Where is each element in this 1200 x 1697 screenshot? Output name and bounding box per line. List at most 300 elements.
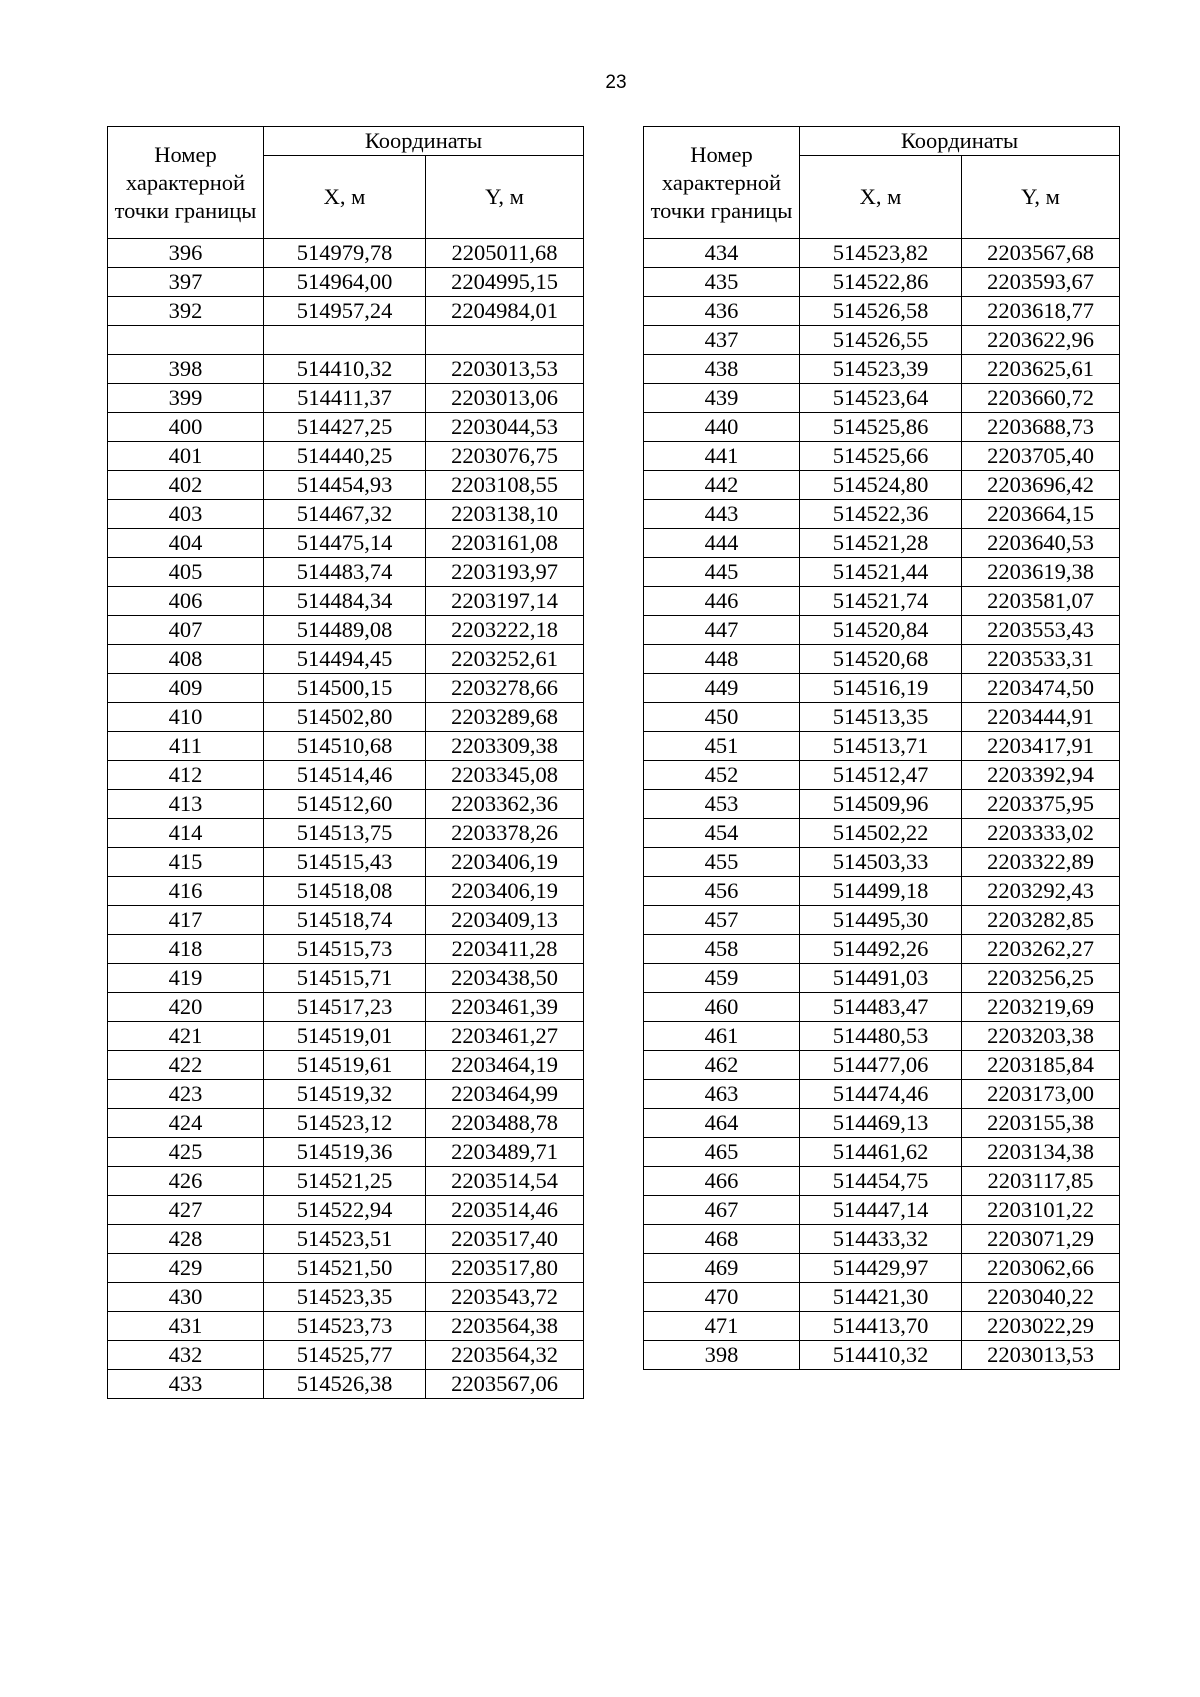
- x-coordinate-cell: 514510,68: [264, 732, 426, 761]
- x-coordinate-cell: 514474,46: [800, 1080, 962, 1109]
- x-coordinate-cell: 514484,34: [264, 587, 426, 616]
- header-point-number: Номер характерной точки границы: [644, 127, 800, 239]
- x-coordinate-cell: 514521,28: [800, 529, 962, 558]
- point-number-cell: 446: [644, 587, 800, 616]
- header-coordinates: Координаты: [800, 127, 1120, 156]
- point-number-cell: 437: [644, 326, 800, 355]
- x-coordinate-cell: 514525,77: [264, 1341, 426, 1370]
- y-coordinate-cell: 2203660,72: [962, 384, 1120, 413]
- x-coordinate-cell: 514526,38: [264, 1370, 426, 1399]
- point-number-cell: 430: [108, 1283, 264, 1312]
- table-row: [644, 964, 1120, 993]
- point-number-cell: 412: [108, 761, 264, 790]
- y-coordinate-cell: 2203581,07: [962, 587, 1120, 616]
- table-row: [108, 1051, 584, 1080]
- x-coordinate-cell: 514454,75: [800, 1167, 962, 1196]
- x-coordinate-cell: 514521,44: [800, 558, 962, 587]
- y-coordinate-cell: 2203013,06: [426, 384, 584, 413]
- y-coordinate-cell: 2203514,54: [426, 1167, 584, 1196]
- point-number-cell: 442: [644, 471, 800, 500]
- y-coordinate-cell: 2203362,36: [426, 790, 584, 819]
- x-coordinate-cell: 514502,22: [800, 819, 962, 848]
- y-coordinate-cell: 2203464,19: [426, 1051, 584, 1080]
- point-number-cell: 453: [644, 790, 800, 819]
- x-coordinate-cell: 514454,93: [264, 471, 426, 500]
- y-coordinate-cell: 2203461,39: [426, 993, 584, 1022]
- table-row: [644, 587, 1120, 616]
- point-number-cell: 469: [644, 1254, 800, 1283]
- y-coordinate-cell: 2203322,89: [962, 848, 1120, 877]
- y-coordinate-cell: 2203688,73: [962, 413, 1120, 442]
- table-row: [644, 326, 1120, 355]
- point-number-cell: 436: [644, 297, 800, 326]
- point-number-cell: 440: [644, 413, 800, 442]
- y-coordinate-cell: 2204984,01: [426, 297, 584, 326]
- y-coordinate-cell: 2203696,42: [962, 471, 1120, 500]
- x-coordinate-cell: 514964,00: [264, 268, 426, 297]
- x-coordinate-cell: 514499,18: [800, 877, 962, 906]
- table-row: [108, 1312, 584, 1341]
- x-coordinate-cell: 514500,15: [264, 674, 426, 703]
- header-y: Y, м: [962, 156, 1120, 239]
- table-row: [108, 297, 584, 326]
- x-coordinate-cell: 514475,14: [264, 529, 426, 558]
- table-row: [108, 790, 584, 819]
- y-coordinate-cell: 2203292,43: [962, 877, 1120, 906]
- table-row: [644, 1080, 1120, 1109]
- x-coordinate-cell: 514513,35: [800, 703, 962, 732]
- table-body-right: [644, 239, 1120, 1370]
- x-coordinate-cell: 514515,43: [264, 848, 426, 877]
- point-number-cell: 410: [108, 703, 264, 732]
- y-coordinate-cell: 2203622,96: [962, 326, 1120, 355]
- table-row: [108, 906, 584, 935]
- y-coordinate-cell: 2203567,68: [962, 239, 1120, 268]
- point-number-cell: 406: [108, 587, 264, 616]
- point-number-cell: 397: [108, 268, 264, 297]
- y-coordinate-cell: 2203564,38: [426, 1312, 584, 1341]
- point-number-cell: 449: [644, 674, 800, 703]
- y-coordinate-cell: 2203488,78: [426, 1109, 584, 1138]
- table-row: [108, 674, 584, 703]
- table-row: [108, 1370, 584, 1399]
- point-number-cell: 467: [644, 1196, 800, 1225]
- table-row: [644, 645, 1120, 674]
- x-coordinate-cell: 514489,08: [264, 616, 426, 645]
- y-coordinate-cell: 2203203,38: [962, 1022, 1120, 1051]
- x-coordinate-cell: 514524,80: [800, 471, 962, 500]
- table-row: [644, 848, 1120, 877]
- x-coordinate-cell: 514523,64: [800, 384, 962, 413]
- point-number-cell: 405: [108, 558, 264, 587]
- table-row: [644, 993, 1120, 1022]
- x-coordinate-cell: 514514,46: [264, 761, 426, 790]
- table-row: [644, 1051, 1120, 1080]
- table-row: [108, 587, 584, 616]
- x-coordinate-cell: 514440,25: [264, 442, 426, 471]
- x-coordinate-cell: 514516,19: [800, 674, 962, 703]
- point-number-cell: 419: [108, 964, 264, 993]
- point-number-cell: 438: [644, 355, 800, 384]
- x-coordinate-cell: 514518,08: [264, 877, 426, 906]
- y-coordinate-cell: 2203117,85: [962, 1167, 1120, 1196]
- table-row: [644, 616, 1120, 645]
- point-number-cell: 460: [644, 993, 800, 1022]
- table-row: [644, 1196, 1120, 1225]
- x-coordinate-cell: 514523,73: [264, 1312, 426, 1341]
- x-coordinate-cell: 514523,51: [264, 1225, 426, 1254]
- point-number-cell: 462: [644, 1051, 800, 1080]
- point-number-cell: 439: [644, 384, 800, 413]
- x-coordinate-cell: 514521,74: [800, 587, 962, 616]
- y-coordinate-cell: 2203013,53: [962, 1341, 1120, 1370]
- point-number-cell: 431: [108, 1312, 264, 1341]
- y-coordinate-cell: 2203474,50: [962, 674, 1120, 703]
- point-number-cell: 402: [108, 471, 264, 500]
- x-coordinate-cell: 514467,32: [264, 500, 426, 529]
- y-coordinate-cell: 2203417,91: [962, 732, 1120, 761]
- page-number: 23: [605, 72, 627, 93]
- y-coordinate-cell: 2203567,06: [426, 1370, 584, 1399]
- y-coordinate-cell: 2203108,55: [426, 471, 584, 500]
- y-coordinate-cell: 2203533,31: [962, 645, 1120, 674]
- point-number-cell: 470: [644, 1283, 800, 1312]
- x-coordinate-cell: 514520,84: [800, 616, 962, 645]
- table-row: [108, 732, 584, 761]
- y-coordinate-cell: 2203013,53: [426, 355, 584, 384]
- y-coordinate-cell: 2203543,72: [426, 1283, 584, 1312]
- x-coordinate-cell: 514957,24: [264, 297, 426, 326]
- point-number-cell: 392: [108, 297, 264, 326]
- x-coordinate-cell: 514421,30: [800, 1283, 962, 1312]
- x-coordinate-cell: 514492,26: [800, 935, 962, 964]
- x-coordinate-cell: 514447,14: [800, 1196, 962, 1225]
- table-row: [108, 558, 584, 587]
- table-row: [108, 1080, 584, 1109]
- x-coordinate-cell: 514513,71: [800, 732, 962, 761]
- x-coordinate-cell: 514494,45: [264, 645, 426, 674]
- header-coordinates: Координаты: [264, 127, 584, 156]
- y-coordinate-cell: 2203378,26: [426, 819, 584, 848]
- x-coordinate-cell: 514512,60: [264, 790, 426, 819]
- point-number-cell: 464: [644, 1109, 800, 1138]
- table-row: [108, 848, 584, 877]
- table-row: [644, 1225, 1120, 1254]
- table-row: [108, 500, 584, 529]
- y-coordinate-cell: 2203309,38: [426, 732, 584, 761]
- table-row: [644, 935, 1120, 964]
- point-number-cell: 403: [108, 500, 264, 529]
- y-coordinate-cell: 2203392,94: [962, 761, 1120, 790]
- point-number-cell: 408: [108, 645, 264, 674]
- x-coordinate-cell: 514480,53: [800, 1022, 962, 1051]
- x-coordinate-cell: 514513,75: [264, 819, 426, 848]
- x-coordinate-cell: 514433,32: [800, 1225, 962, 1254]
- point-number-cell: 454: [644, 819, 800, 848]
- y-coordinate-cell: 2203289,68: [426, 703, 584, 732]
- x-coordinate-cell: 514410,32: [264, 355, 426, 384]
- point-number-cell: 422: [108, 1051, 264, 1080]
- y-coordinate-cell: 2203444,91: [962, 703, 1120, 732]
- table-row: [644, 1283, 1120, 1312]
- point-number-cell: 455: [644, 848, 800, 877]
- x-coordinate-cell: 514483,74: [264, 558, 426, 587]
- point-number-cell: 415: [108, 848, 264, 877]
- y-coordinate-cell: 2203640,53: [962, 529, 1120, 558]
- y-coordinate-cell: 2203173,00: [962, 1080, 1120, 1109]
- point-number-cell: 400: [108, 413, 264, 442]
- table-row: [108, 1254, 584, 1283]
- point-number-cell: 428: [108, 1225, 264, 1254]
- table-row: [644, 355, 1120, 384]
- point-number-cell: 429: [108, 1254, 264, 1283]
- point-number-cell: 441: [644, 442, 800, 471]
- y-coordinate-cell: 2203040,22: [962, 1283, 1120, 1312]
- table-row: [108, 355, 584, 384]
- y-coordinate-cell: 2203262,27: [962, 935, 1120, 964]
- table-row: [644, 297, 1120, 326]
- x-coordinate-cell: [264, 326, 426, 355]
- y-coordinate-cell: 2203406,19: [426, 877, 584, 906]
- y-coordinate-cell: 2203252,61: [426, 645, 584, 674]
- table-row: [108, 1341, 584, 1370]
- coordinates-table-right: [643, 126, 1120, 1370]
- table-row: [644, 384, 1120, 413]
- x-coordinate-cell: 514411,37: [264, 384, 426, 413]
- x-coordinate-cell: 514469,13: [800, 1109, 962, 1138]
- table-row: [644, 1167, 1120, 1196]
- point-number-cell: 420: [108, 993, 264, 1022]
- y-coordinate-cell: 2203101,22: [962, 1196, 1120, 1225]
- point-number-cell: 398: [644, 1341, 800, 1370]
- point-number-cell: 447: [644, 616, 800, 645]
- point-number-cell: 416: [108, 877, 264, 906]
- y-coordinate-cell: 2203062,66: [962, 1254, 1120, 1283]
- table-row: [644, 500, 1120, 529]
- table-row: [108, 616, 584, 645]
- y-coordinate-cell: 2203553,43: [962, 616, 1120, 645]
- point-number-cell: 417: [108, 906, 264, 935]
- point-number-cell: 401: [108, 442, 264, 471]
- x-coordinate-cell: 514519,32: [264, 1080, 426, 1109]
- y-coordinate-cell: 2205011,68: [426, 239, 584, 268]
- table-row: [644, 239, 1120, 268]
- point-number-cell: 445: [644, 558, 800, 587]
- point-number-cell: 463: [644, 1080, 800, 1109]
- table-row: [108, 1196, 584, 1225]
- y-coordinate-cell: 2203022,29: [962, 1312, 1120, 1341]
- x-coordinate-cell: 514502,80: [264, 703, 426, 732]
- x-coordinate-cell: 514523,39: [800, 355, 962, 384]
- x-coordinate-cell: 514523,35: [264, 1283, 426, 1312]
- table-row: [644, 732, 1120, 761]
- x-coordinate-cell: 514526,55: [800, 326, 962, 355]
- y-coordinate-cell: 2203705,40: [962, 442, 1120, 471]
- y-coordinate-cell: 2204995,15: [426, 268, 584, 297]
- point-number-cell: 396: [108, 239, 264, 268]
- x-coordinate-cell: 514525,86: [800, 413, 962, 442]
- table-row: [108, 239, 584, 268]
- table-row: [644, 471, 1120, 500]
- y-coordinate-cell: 2203071,29: [962, 1225, 1120, 1254]
- y-coordinate-cell: 2203222,18: [426, 616, 584, 645]
- y-coordinate-cell: 2203438,50: [426, 964, 584, 993]
- point-number-cell: 448: [644, 645, 800, 674]
- table-row: [108, 645, 584, 674]
- table-row: [108, 1022, 584, 1051]
- x-coordinate-cell: 514517,23: [264, 993, 426, 1022]
- table-row: [108, 935, 584, 964]
- table-row: [644, 1022, 1120, 1051]
- x-coordinate-cell: 514522,36: [800, 500, 962, 529]
- table-row: [108, 819, 584, 848]
- y-coordinate-cell: 2203345,08: [426, 761, 584, 790]
- point-number-cell: 414: [108, 819, 264, 848]
- y-coordinate-cell: 2203134,38: [962, 1138, 1120, 1167]
- table-body-left: [108, 239, 584, 1399]
- y-coordinate-cell: [426, 326, 584, 355]
- header-x: X, м: [800, 156, 962, 239]
- point-number-cell: 404: [108, 529, 264, 558]
- point-number-cell: 450: [644, 703, 800, 732]
- table-row: [644, 1312, 1120, 1341]
- point-number-cell: 423: [108, 1080, 264, 1109]
- y-coordinate-cell: 2203618,77: [962, 297, 1120, 326]
- x-coordinate-cell: 514413,70: [800, 1312, 962, 1341]
- x-coordinate-cell: 514520,68: [800, 645, 962, 674]
- table-row: [644, 1254, 1120, 1283]
- point-number-cell: 398: [108, 355, 264, 384]
- table-row: [644, 761, 1120, 790]
- point-number-cell: 452: [644, 761, 800, 790]
- y-coordinate-cell: 2203333,02: [962, 819, 1120, 848]
- y-coordinate-cell: 2203138,10: [426, 500, 584, 529]
- point-number-cell: 461: [644, 1022, 800, 1051]
- x-coordinate-cell: 514429,97: [800, 1254, 962, 1283]
- point-number-cell: 465: [644, 1138, 800, 1167]
- x-coordinate-cell: 514509,96: [800, 790, 962, 819]
- table-row: [644, 674, 1120, 703]
- table-row: [644, 1138, 1120, 1167]
- table-row: [108, 1167, 584, 1196]
- table-row: [644, 1109, 1120, 1138]
- y-coordinate-cell: 2203619,38: [962, 558, 1120, 587]
- x-coordinate-cell: 514483,47: [800, 993, 962, 1022]
- y-coordinate-cell: 2203193,97: [426, 558, 584, 587]
- x-coordinate-cell: 514522,94: [264, 1196, 426, 1225]
- y-coordinate-cell: 2203564,32: [426, 1341, 584, 1370]
- y-coordinate-cell: 2203256,25: [962, 964, 1120, 993]
- point-number-cell: 421: [108, 1022, 264, 1051]
- point-number-cell: 424: [108, 1109, 264, 1138]
- y-coordinate-cell: 2203411,28: [426, 935, 584, 964]
- x-coordinate-cell: 514461,62: [800, 1138, 962, 1167]
- y-coordinate-cell: 2203282,85: [962, 906, 1120, 935]
- y-coordinate-cell: 2203409,13: [426, 906, 584, 935]
- point-number-cell: 418: [108, 935, 264, 964]
- table-row: [644, 790, 1120, 819]
- point-number-cell: 411: [108, 732, 264, 761]
- table-row: [108, 703, 584, 732]
- x-coordinate-cell: 514519,61: [264, 1051, 426, 1080]
- y-coordinate-cell: 2203461,27: [426, 1022, 584, 1051]
- table-row: [644, 413, 1120, 442]
- y-coordinate-cell: 2203625,61: [962, 355, 1120, 384]
- x-coordinate-cell: 514522,86: [800, 268, 962, 297]
- point-number-cell: 399: [108, 384, 264, 413]
- header-x: X, м: [264, 156, 426, 239]
- table-row: [108, 529, 584, 558]
- y-coordinate-cell: 2203197,14: [426, 587, 584, 616]
- table-row: [644, 703, 1120, 732]
- y-coordinate-cell: 2203219,69: [962, 993, 1120, 1022]
- y-coordinate-cell: 2203517,40: [426, 1225, 584, 1254]
- point-number-cell: 444: [644, 529, 800, 558]
- point-number-cell: 471: [644, 1312, 800, 1341]
- point-number-cell: 409: [108, 674, 264, 703]
- y-coordinate-cell: 2203517,80: [426, 1254, 584, 1283]
- y-coordinate-cell: 2203593,67: [962, 268, 1120, 297]
- x-coordinate-cell: 514525,66: [800, 442, 962, 471]
- table-row: [108, 471, 584, 500]
- x-coordinate-cell: 514477,06: [800, 1051, 962, 1080]
- y-coordinate-cell: 2203044,53: [426, 413, 584, 442]
- table-row: [644, 268, 1120, 297]
- table-row: [108, 442, 584, 471]
- point-number-cell: 458: [644, 935, 800, 964]
- table-row: [108, 761, 584, 790]
- y-coordinate-cell: 2203155,38: [962, 1109, 1120, 1138]
- y-coordinate-cell: 2203076,75: [426, 442, 584, 471]
- x-coordinate-cell: 514491,03: [800, 964, 962, 993]
- y-coordinate-cell: 2203375,95: [962, 790, 1120, 819]
- y-coordinate-cell: 2203185,84: [962, 1051, 1120, 1080]
- x-coordinate-cell: 514523,12: [264, 1109, 426, 1138]
- table-row: [644, 442, 1120, 471]
- x-coordinate-cell: 514523,82: [800, 239, 962, 268]
- x-coordinate-cell: 514515,71: [264, 964, 426, 993]
- point-number-cell: 427: [108, 1196, 264, 1225]
- x-coordinate-cell: 514512,47: [800, 761, 962, 790]
- y-coordinate-cell: 2203464,99: [426, 1080, 584, 1109]
- x-coordinate-cell: 514518,74: [264, 906, 426, 935]
- point-number-cell: 426: [108, 1167, 264, 1196]
- table-row: [108, 964, 584, 993]
- table-row: [108, 1109, 584, 1138]
- table-row: [644, 558, 1120, 587]
- point-number-cell: [108, 326, 264, 355]
- point-number-cell: 456: [644, 877, 800, 906]
- point-number-cell: 459: [644, 964, 800, 993]
- point-number-cell: 457: [644, 906, 800, 935]
- table-row: [108, 877, 584, 906]
- table-row: [644, 1341, 1120, 1370]
- point-number-cell: 425: [108, 1138, 264, 1167]
- table-row: [108, 268, 584, 297]
- point-number-cell: 466: [644, 1167, 800, 1196]
- x-coordinate-cell: 514519,01: [264, 1022, 426, 1051]
- table-row: [108, 1138, 584, 1167]
- table-row: [108, 413, 584, 442]
- table-row: [108, 1225, 584, 1254]
- x-coordinate-cell: 514410,32: [800, 1341, 962, 1370]
- point-number-cell: 413: [108, 790, 264, 819]
- point-number-cell: 451: [644, 732, 800, 761]
- y-coordinate-cell: 2203489,71: [426, 1138, 584, 1167]
- x-coordinate-cell: 514519,36: [264, 1138, 426, 1167]
- point-number-cell: 432: [108, 1341, 264, 1370]
- table-row: [108, 993, 584, 1022]
